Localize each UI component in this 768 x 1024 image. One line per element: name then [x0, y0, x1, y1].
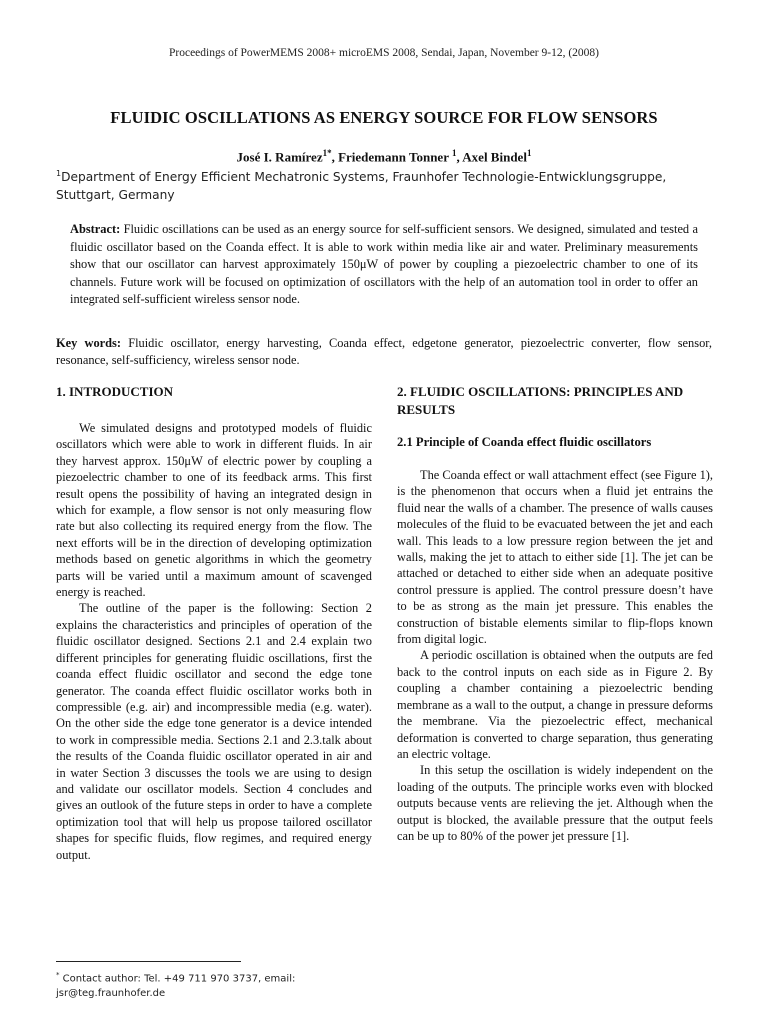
section-heading: 1. INTRODUCTION — [56, 384, 174, 399]
body-paragraph: A periodic oscillation is obtained when the outputs are fed back to the control inputs on each side as in Figure 2. By coupling a chamber containing a piezoelectric bending membrane as a wall to the output, a change in pressure deforms the membrane. Via the piezoelectric effect, mechanical deformation is converted to charge separation, thus generating an electric voltage. — [397, 648, 713, 761]
author-name: José I. Ramírez — [236, 149, 323, 165]
affiliation-mark: 1 — [56, 169, 62, 178]
author-name: Axel Bindel — [462, 149, 527, 165]
author-separator: , — [456, 149, 463, 165]
left-column — [56, 383, 372, 863]
abstract-text: Fluidic oscillations can be used as an energy source for self-sufficient sensors. We designed, simulated and tested a fluidic oscillator based on the Coanda effect. It is able to work within media like air and water. Preliminary measurements show that our oscillator can harvest approximately 150μW of power by coupling a piezoelectric chamber to one of its channels. Future work will be focused on optimization of oscillators with the help of an automation tool in order to offer an integrated self-sufficient wireless sensor node. — [70, 222, 698, 306]
footnote — [56, 968, 372, 1001]
footnote-divider — [56, 961, 241, 962]
affiliation-text: Department of Energy Efficient Mechatronic Systems, Fraunhofer Technologie-Entwicklungsgruppe, Stuttgart, Germany — [56, 170, 667, 203]
author-affiliation-mark: 1 — [526, 148, 532, 158]
abstract — [70, 221, 698, 309]
author-affiliation-mark: 1* — [322, 148, 332, 158]
footnote-text: Contact author: Tel. +49 711 970 3737, email: jsr@teg.fraunhofer.de — [56, 973, 296, 1000]
keywords — [56, 335, 712, 369]
footnote-marker: * — [56, 971, 60, 979]
body-paragraph: The outline of the paper is the following: Section 2 explains the characteristics and principles of operation of the fluidic oscillator designed. Sections 2.1 and 2.4 explain two different principles for generating fluidic oscillations, first the coanda effect fluidic oscillator and second the edge tone generator. The coanda effect fluidic oscillator works both in compressible (e.g. air) and incompressible media (e.g. water). On the other side the edge tone generator is a device intended to work in compressible media. Sections 2.1 and 2.3.talk about the results of the Coanda fluidic oscillator operated in air and in water Section 3 discusses the tools we are using to design and validate our oscillator models. Section 4 concludes and gives an outlook of the future steps in order to have a complete optimization tool that will help us propose tailored oscillator shapes for specific fluids, flow regimes, and required energy output. — [56, 601, 372, 862]
subsection-heading: 2.1 Principle of Coanda effect fluidic oscillators — [397, 435, 652, 449]
body-paragraph: In this setup the oscillation is widely independent on the loading of the outputs. The principle works even with blocked outputs because vents are relieving the jet. Although when the output is blocked, the available pressure that the output feels can be up to 80% of the power jet pressure [1]. — [397, 763, 713, 843]
body-paragraph: We simulated designs and prototyped models of fluidic oscillators which were able to work in different fluids. In air they harvest approx. 150μW of electric power by coupling a piezoelectric chamber to one of its feedback arms. This first result opens the possibility of having an integrated design in which for example, a flow sensor is not only measuring flow rate but also collecting its required energy from the flow. The next efforts will be in the direction of developing optimization methods based on genetic algorithms in which the geometry parts will be varied until a maximum amount of scavenged energy is reached. — [56, 421, 372, 600]
keywords-label: Key words: — [56, 336, 122, 350]
author-separator: , — [331, 149, 339, 165]
section-heading: 2. FLUIDIC OSCILLATIONS: PRINCIPLES AND RESULTS — [397, 384, 684, 417]
author-list — [0, 148, 768, 165]
abstract-label: Abstract: — [70, 222, 121, 236]
affiliation — [56, 165, 716, 204]
author-name: Friedemann Tonner — [338, 149, 452, 165]
author-affiliation-mark: 1 — [451, 148, 457, 158]
paper-title: FLUIDIC OSCILLATIONS AS ENERGY SOURCE FOR FLOW SENSORS — [110, 108, 658, 127]
body-paragraph: The Coanda effect or wall attachment effect (see Figure 1), is the phenomenon that occurs when a fluid jet entrains the fluid near the walls of a chamber. The presence of walls causes molecules of the fluid to be evacuated between the jet and each wall. This leads to a low pressure region between the jet and walls, making the jet to attach to either side [1]. The jet can be attached or detached to either side when an adequate positive control pressure is applied. The control pressure doesn’t have to be as strong as the main jet pressure. This enables the construction of bistable elements similar to flip-flops known from digital logic. — [397, 468, 713, 647]
proceedings-header: Proceedings of PowerMEMS 2008+ microEMS 2008, Sendai, Japan, November 9-12, (2008) — [168, 47, 599, 59]
keywords-text: Fluidic oscillator, energy harvesting, Coanda effect, edgetone generator, piezoelectric converter, flow sensor, resonance, self-sufficiency, wireless sensor node. — [56, 336, 712, 367]
right-column — [397, 383, 713, 844]
